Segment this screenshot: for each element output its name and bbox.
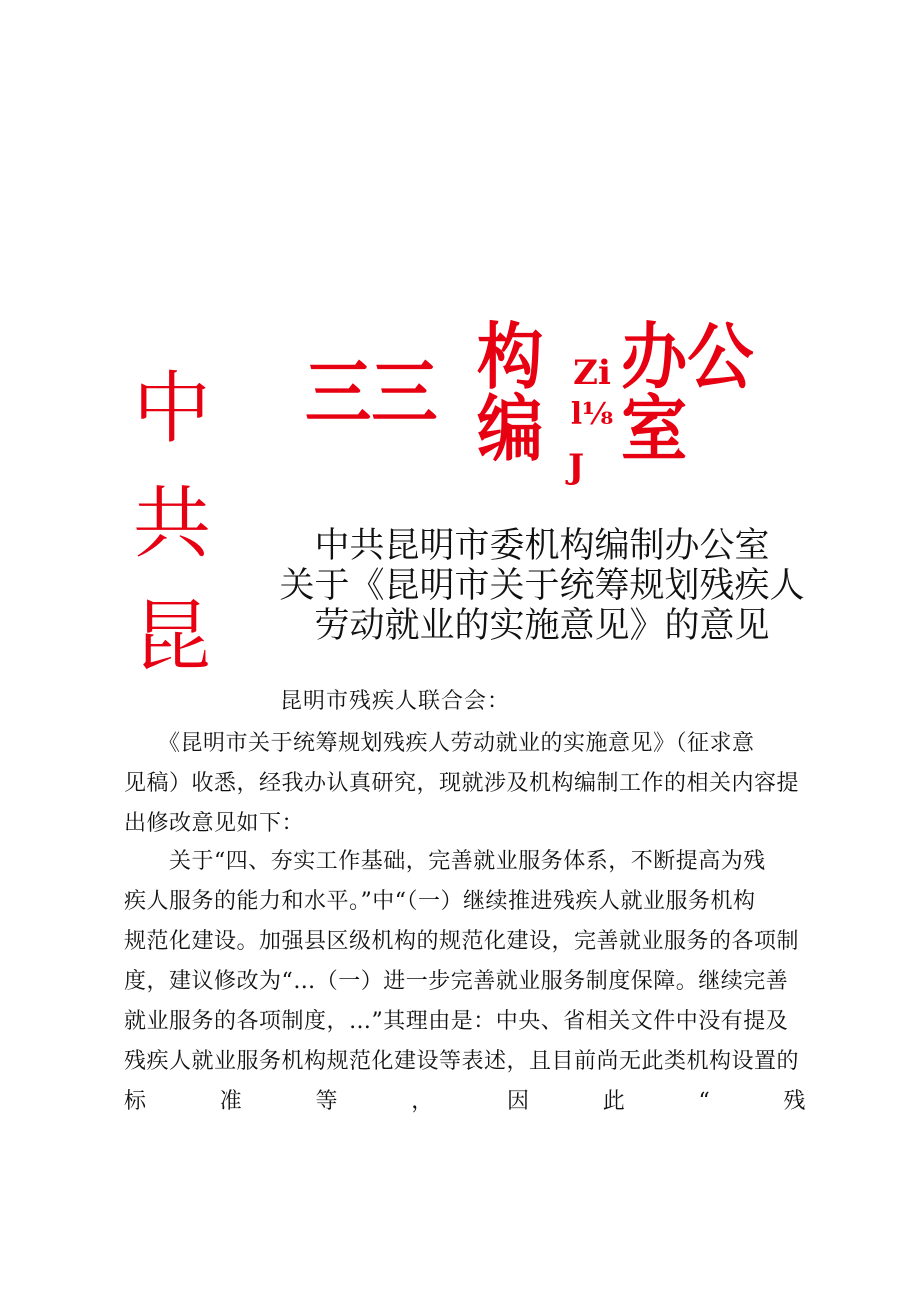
masthead-garble-2: l⅛: [570, 397, 614, 432]
masthead: [305, 315, 791, 471]
paragraph-line: 见稿）收悉，经我办认真研究，现就涉及机构编制工作的相关内容提: [124, 771, 800, 796]
justified-word: 因: [507, 1089, 530, 1114]
paragraph-line: 《昆明市关于统筹规划残疾人劳动就业的实施意见》（征求意: [124, 731, 755, 756]
justified-word: “: [698, 1089, 711, 1114]
masthead-garbled-text: [563, 353, 621, 432]
justified-word: 标: [124, 1089, 147, 1114]
masthead-garble-3: J: [568, 447, 585, 487]
document-title-line-2: 关于《昆明市关于统筹规划残疾人: [279, 566, 805, 606]
document-title-line-1: 中共昆明市委机构编制办公室: [314, 526, 770, 566]
justified-word: 准: [219, 1089, 243, 1114]
justified-word: 等: [315, 1089, 339, 1114]
paragraph-line: 关于“四、夯实工作基础，完善就业服务体系，不断提高为残: [124, 849, 766, 874]
justified-word: 残: [783, 1089, 806, 1114]
header-vertical-char-3: 昆: [133, 592, 212, 682]
paragraph-line: 度，建议修改为“…（一）进一步完善就业服务制度保障。继续完善: [124, 969, 789, 994]
masthead-garble-1: Zi: [573, 353, 611, 393]
paragraph-justified-last-line: [124, 1082, 806, 1122]
justified-word: ，: [411, 1089, 434, 1114]
justified-word: 此: [602, 1089, 626, 1114]
masthead-segment-3: 办公室: [621, 315, 754, 471]
body-paragraph-1: [124, 724, 806, 844]
paragraph-line: 规范化建设。加强县区级机构的规范化建设，完善就业服务的各项制: [124, 929, 800, 954]
salutation: 昆明市残疾人联合会：: [280, 689, 511, 714]
header-vertical-char-1: 中: [133, 364, 212, 454]
masthead-segment-1: 三三: [305, 351, 438, 435]
body-paragraph-2: [124, 842, 806, 1122]
paragraph-line: 就业服务的各项制度，…”其理由是：中央、省相关文件中没有提及: [124, 1009, 789, 1034]
header-vertical-char-2: 共: [133, 479, 212, 569]
paragraph-line: 出修改意见如下：: [124, 811, 305, 836]
paragraph-line: 疾人服务的能力和水平。”中“（一）继续推进残疾人就业服务机构: [124, 889, 756, 914]
document-title-line-3: 劳动就业的实施意见》的意见: [314, 606, 770, 646]
masthead-segment-2: 构编: [477, 315, 544, 471]
paragraph-line: 残疾人就业服务机构规范化建设等表述，且目前尚无此类机构设置的: [124, 1049, 800, 1074]
